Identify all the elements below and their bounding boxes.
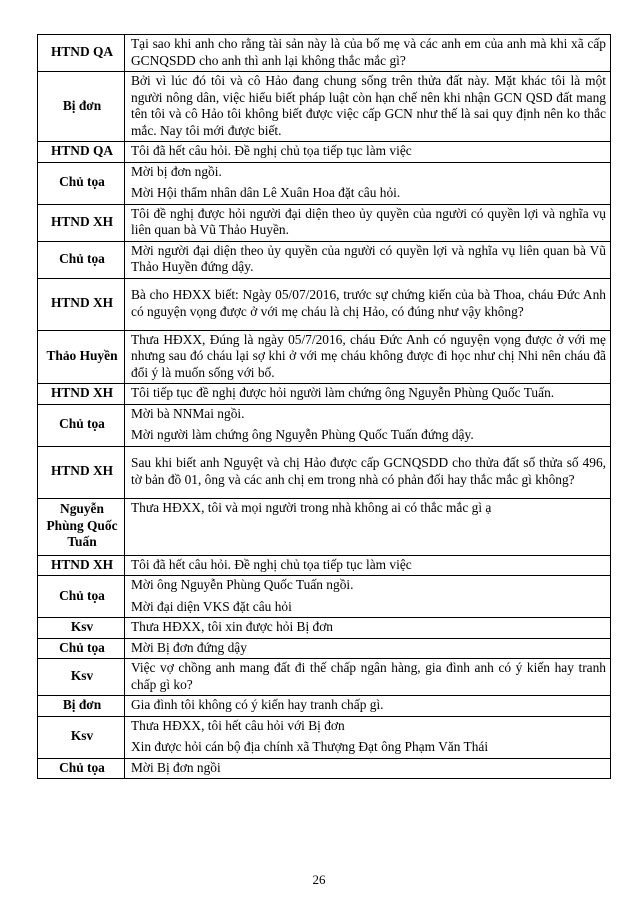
statement-cell xyxy=(125,72,611,142)
statement-line: Tôi đã hết câu hỏi. Đề nghị chủ tọa tiếp tục làm việc xyxy=(131,143,412,158)
table-row xyxy=(38,404,611,446)
statement-cell xyxy=(125,758,611,779)
statement-cell xyxy=(125,35,611,72)
statement-cell xyxy=(125,498,611,555)
statement-line: Gia đình tôi không có ý kiến hay tranh chấp gì. xyxy=(131,697,384,712)
statement-cell xyxy=(125,278,611,330)
statement-cell xyxy=(125,384,611,405)
statement-cell xyxy=(125,204,611,241)
statement-cell xyxy=(125,716,611,758)
statement-line: Mời đại diện VKS đặt câu hỏi xyxy=(131,598,292,614)
statement-line: Mời Bị đơn ngồi xyxy=(131,759,221,775)
table-row xyxy=(38,241,611,278)
speaker-cell: Thảo Huyền xyxy=(38,330,125,384)
page-number: 26 xyxy=(312,872,326,887)
table-row xyxy=(38,638,611,659)
statement-line: Mời Hội thẩm nhân dân Lê Xuân Hoa đặt câu hỏi. xyxy=(131,185,401,200)
speaker-cell: HTND QA xyxy=(38,142,125,163)
statement-cell xyxy=(125,162,611,204)
statement-cell xyxy=(125,330,611,384)
statement-line: Thưa HĐXX, tôi xin được hỏi Bị đơn xyxy=(131,619,333,634)
statement-line: Mời người làm chứng ông Nguyễn Phùng Quốc Tuấn đứng dậy. xyxy=(131,427,474,442)
table-row xyxy=(38,696,611,717)
table-row xyxy=(38,576,611,618)
statement-line: Thưa HĐXX, tôi hết câu hỏi với Bị đơn xyxy=(131,717,345,733)
speaker-cell: HTND XH xyxy=(38,204,125,241)
speaker-cell: Chủ tọa xyxy=(38,404,125,446)
statement-line: Mời bị đơn ngồi. xyxy=(131,163,222,179)
speaker-cell: Chủ tọa xyxy=(38,758,125,779)
table-row xyxy=(38,204,611,241)
table-row xyxy=(38,72,611,142)
table-row xyxy=(38,618,611,639)
speaker-cell: Bị đơn xyxy=(38,696,125,717)
table-row xyxy=(38,758,611,779)
table-row xyxy=(38,142,611,163)
statement-cell xyxy=(125,659,611,696)
statement-line: Thưa HĐXX, tôi và mọi người trong nhà không ai có thắc mắc gì ạ xyxy=(131,499,492,515)
statement-line: Mời ông Nguyễn Phùng Quốc Tuấn ngồi. xyxy=(131,577,354,592)
speaker-cell: Bị đơn xyxy=(38,72,125,142)
statement-cell xyxy=(125,638,611,659)
statement-cell xyxy=(125,576,611,618)
statement-line: Mời Bị đơn đứng dậy xyxy=(131,639,247,655)
speaker-cell: Chủ tọa xyxy=(38,638,125,659)
statement-line: Bà cho HĐXX biết: Ngày 05/07/2016, trước sự chứng kiến của bà Thoa, cháu Đức Anh có nguyện vọng được ở với mẹ cháu là chị Hảo, có đúng như vậy không? xyxy=(131,287,606,319)
statement-line: Tại sao khi anh cho rằng tài sản này là của bố mẹ và các anh em của anh mà khi xã cấp GCNQSDD cho anh thì anh lại không thắc mắc gì? xyxy=(131,36,606,68)
statement-line: Xin được hỏi cán bộ địa chính xã Thượng Đạt ông Phạm Văn Thái xyxy=(131,739,489,754)
table-row xyxy=(38,162,611,204)
table-row xyxy=(38,555,611,576)
speaker-cell: HTND QA xyxy=(38,35,125,72)
speaker-cell: HTND XH xyxy=(38,555,125,576)
speaker-cell: Ksv xyxy=(38,618,125,639)
speaker-cell: Nguyễn Phùng Quốc Tuấn xyxy=(38,498,125,555)
table-row xyxy=(38,278,611,330)
statement-cell xyxy=(125,241,611,278)
statement-line: Thưa HĐXX, Đúng là ngày 05/7/2016, cháu Đức Anh có nguyện vọng được ở với mẹ nhưng sau đó cháu lại sợ khi ở với mẹ cháu không được đi học như chị Nhi nên cháu đã đổi ý là muốn sống với bố. xyxy=(131,331,606,380)
statement-cell xyxy=(125,555,611,576)
transcript-table xyxy=(37,34,611,779)
speaker-cell: Ksv xyxy=(38,716,125,758)
table-row xyxy=(38,384,611,405)
statement-line: Tôi tiếp tục đề nghị được hỏi người làm chứng ông Nguyễn Phùng Quốc Tuấn. xyxy=(131,385,555,400)
speaker-cell: Chủ tọa xyxy=(38,241,125,278)
statement-line: Mời người đại diện theo ủy quyền của người có quyền lợi và nghĩa vụ liên quan bà Vũ Thảo Huyền đứng dậy. xyxy=(131,242,606,274)
speaker-cell: HTND XH xyxy=(38,384,125,405)
speaker-cell: Chủ tọa xyxy=(38,576,125,618)
statement-line: Tôi đã hết câu hỏi. Đề nghị chủ tọa tiếp tục làm việc xyxy=(131,556,412,572)
table-row xyxy=(38,35,611,72)
speaker-cell: HTND XH xyxy=(38,278,125,330)
statement-cell xyxy=(125,696,611,717)
transcript-body xyxy=(38,35,611,779)
table-row xyxy=(38,659,611,696)
statement-cell xyxy=(125,142,611,163)
statement-line: Việc vợ chồng anh mang đất đi thế chấp ngân hàng, gia đình anh có ý kiến hay tranh chấp gì ko? xyxy=(131,660,606,692)
table-row xyxy=(38,716,611,758)
statement-cell xyxy=(125,618,611,639)
statement-cell xyxy=(125,404,611,446)
statement-line: Bởi vì lúc đó tôi và cô Hảo đang chung sống trên thửa đất này. Mặt khác tôi là một người nông dân, việc hiểu biết pháp luật còn hạn chế nên khi nhận GCN QSD đất mang tên tôi và cô Hảo tôi không biết được việc cấp GCN như thế là sai quy định nên ko thắc mắc. Nay tôi mới được biết. xyxy=(131,73,606,138)
table-row xyxy=(38,446,611,498)
speaker-cell: Ksv xyxy=(38,659,125,696)
speaker-cell: HTND XH xyxy=(38,446,125,498)
statement-cell xyxy=(125,446,611,498)
table-row xyxy=(38,330,611,384)
statement-line: Mời bà NNMai ngồi. xyxy=(131,405,245,421)
statement-line: Sau khi biết anh Nguyệt và chị Hảo được cấp GCNQSDD cho thửa đất số thửa số 496, tờ bản đồ 01, ông và các anh chị em trong nhà có phản đối hay thắc mắc gì không? xyxy=(131,455,606,487)
speaker-cell: Chủ tọa xyxy=(38,162,125,204)
statement-line: Tôi đề nghị được hỏi người đại diện theo ủy quyền của người có quyền lợi và nghĩa vụ liên quan bà Vũ Thảo Huyền. xyxy=(131,205,606,237)
table-row xyxy=(38,498,611,555)
